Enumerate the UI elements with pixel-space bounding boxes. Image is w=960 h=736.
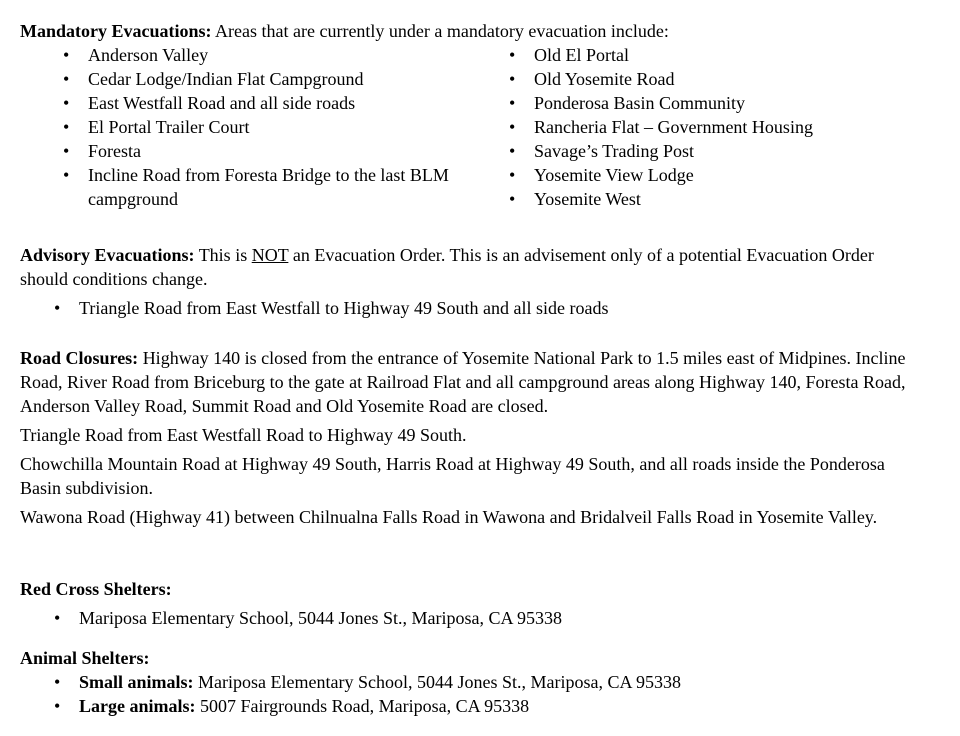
list-item bbox=[509, 139, 924, 163]
mandatory-item: Ponderosa Basin Community bbox=[534, 93, 745, 113]
mandatory-item: East Westfall Road and all side roads bbox=[88, 93, 356, 113]
closures-p3: Chowchilla Mountain Road at Highway 49 South, Harris Road at Highway 49 South, and all roads inside the Ponderosa Basin subdivision. bbox=[20, 454, 885, 498]
mandatory-section bbox=[20, 19, 920, 209]
mandatory-item: Cedar Lodge/Indian Flat Campground bbox=[88, 69, 364, 89]
advisory-item: Triangle Road from East Westfall to Highway 49 South and all side roads bbox=[79, 298, 609, 318]
bullet-icon: • bbox=[63, 69, 70, 89]
mandatory-item: Old Yosemite Road bbox=[534, 69, 675, 89]
advisory-text-b: an Evacuation Order. This is an advisement only of a potential Evacuation Order should conditions change. bbox=[20, 245, 874, 289]
list-item bbox=[63, 91, 468, 115]
closures-p2: Triangle Road from East Westfall Road to Highway 49 South. bbox=[20, 425, 467, 445]
closures-paragraph bbox=[20, 346, 920, 418]
list-item bbox=[63, 43, 468, 67]
bullet-icon: • bbox=[63, 117, 70, 137]
bullet-icon: • bbox=[63, 45, 70, 65]
list-item bbox=[54, 606, 920, 630]
mandatory-item: Rancheria Flat – Government Housing bbox=[534, 117, 813, 137]
advisory-text-a: This is bbox=[194, 245, 252, 265]
bullet-icon: • bbox=[509, 189, 516, 209]
mandatory-item: Foresta bbox=[88, 141, 141, 161]
animal-list bbox=[20, 670, 920, 718]
bullet-icon: • bbox=[509, 165, 516, 185]
bullet-icon: • bbox=[509, 117, 516, 137]
animal-heading: Animal Shelters: bbox=[20, 648, 150, 668]
mandatory-intro: Areas that are currently under a mandatory evacuation include: bbox=[211, 21, 669, 41]
small-animals-label: Small animals: bbox=[79, 672, 194, 692]
redcross-heading-line bbox=[20, 577, 920, 601]
mandatory-item: Yosemite View Lodge bbox=[534, 165, 694, 185]
list-item bbox=[509, 43, 924, 67]
bullet-icon: • bbox=[509, 69, 516, 89]
redcross-heading: Red Cross Shelters: bbox=[20, 579, 172, 599]
mandatory-list-right bbox=[509, 43, 924, 211]
bullet-icon: • bbox=[54, 298, 61, 318]
advisory-not: NOT bbox=[251, 245, 289, 265]
bullet-icon: • bbox=[54, 696, 61, 716]
bullet-icon: • bbox=[509, 93, 516, 113]
animal-section bbox=[20, 646, 920, 718]
list-item bbox=[509, 187, 924, 211]
list-item bbox=[54, 694, 920, 718]
list-item bbox=[509, 163, 924, 187]
animal-heading-line bbox=[20, 646, 920, 670]
closures-text: Highway 140 is closed from the entrance of Yosemite National Park to 1.5 miles east of Midpines. Incline Road, River Road from Briceburg to the gate at Railroad Flat and all campground areas along Highway 140, Foresta Road, Anderson Valley Road, Summit Road and Old Yosemite Road are closed. bbox=[20, 348, 906, 416]
mandatory-item: Savage’s Trading Post bbox=[534, 141, 695, 161]
list-item bbox=[63, 115, 468, 139]
mandatory-item: Old El Portal bbox=[534, 45, 629, 65]
bullet-icon: • bbox=[63, 93, 70, 113]
mandatory-lead bbox=[20, 19, 920, 43]
mandatory-columns bbox=[20, 43, 920, 213]
bullet-icon: • bbox=[63, 165, 70, 185]
closures-p4: Wawona Road (Highway 41) between Chilnualna Falls Road in Wawona and Bridalveil Falls Road in Yosemite Valley. bbox=[20, 507, 878, 527]
mandatory-heading: Mandatory Evacuations: bbox=[20, 21, 212, 41]
list-item bbox=[509, 91, 924, 115]
advisory-heading: Advisory Evacuations: bbox=[20, 245, 195, 265]
list-item bbox=[63, 163, 468, 211]
bullet-icon: • bbox=[54, 672, 61, 692]
list-item bbox=[54, 296, 920, 320]
closures-heading: Road Closures: bbox=[20, 348, 139, 368]
bullet-icon: • bbox=[509, 141, 516, 161]
advisory-list bbox=[20, 296, 920, 320]
list-item bbox=[509, 115, 924, 139]
advisory-section bbox=[20, 243, 920, 320]
bullet-icon: • bbox=[63, 141, 70, 161]
mandatory-item: Incline Road from Foresta Bridge to the last BLM campground bbox=[88, 165, 449, 209]
redcross-section bbox=[20, 577, 920, 630]
redcross-item: Mariposa Elementary School, 5044 Jones St., Mariposa, CA 95338 bbox=[79, 608, 562, 628]
small-animals-text: Mariposa Elementary School, 5044 Jones St., Mariposa, CA 95338 bbox=[193, 672, 681, 692]
list-item bbox=[63, 67, 468, 91]
mandatory-item: Yosemite West bbox=[534, 189, 641, 209]
bullet-icon: • bbox=[509, 45, 516, 65]
mandatory-item: Anderson Valley bbox=[88, 45, 209, 65]
closures-section bbox=[20, 346, 920, 534]
bullet-icon: • bbox=[54, 608, 61, 628]
large-animals-label: Large animals: bbox=[79, 696, 196, 716]
list-item bbox=[509, 67, 924, 91]
mandatory-list-left bbox=[63, 43, 468, 211]
redcross-list bbox=[20, 606, 920, 630]
mandatory-item: El Portal Trailer Court bbox=[88, 117, 250, 137]
advisory-paragraph bbox=[20, 243, 920, 291]
list-item bbox=[54, 670, 920, 694]
list-item bbox=[63, 139, 468, 163]
large-animals-text: 5007 Fairgrounds Road, Mariposa, CA 95338 bbox=[195, 696, 530, 716]
